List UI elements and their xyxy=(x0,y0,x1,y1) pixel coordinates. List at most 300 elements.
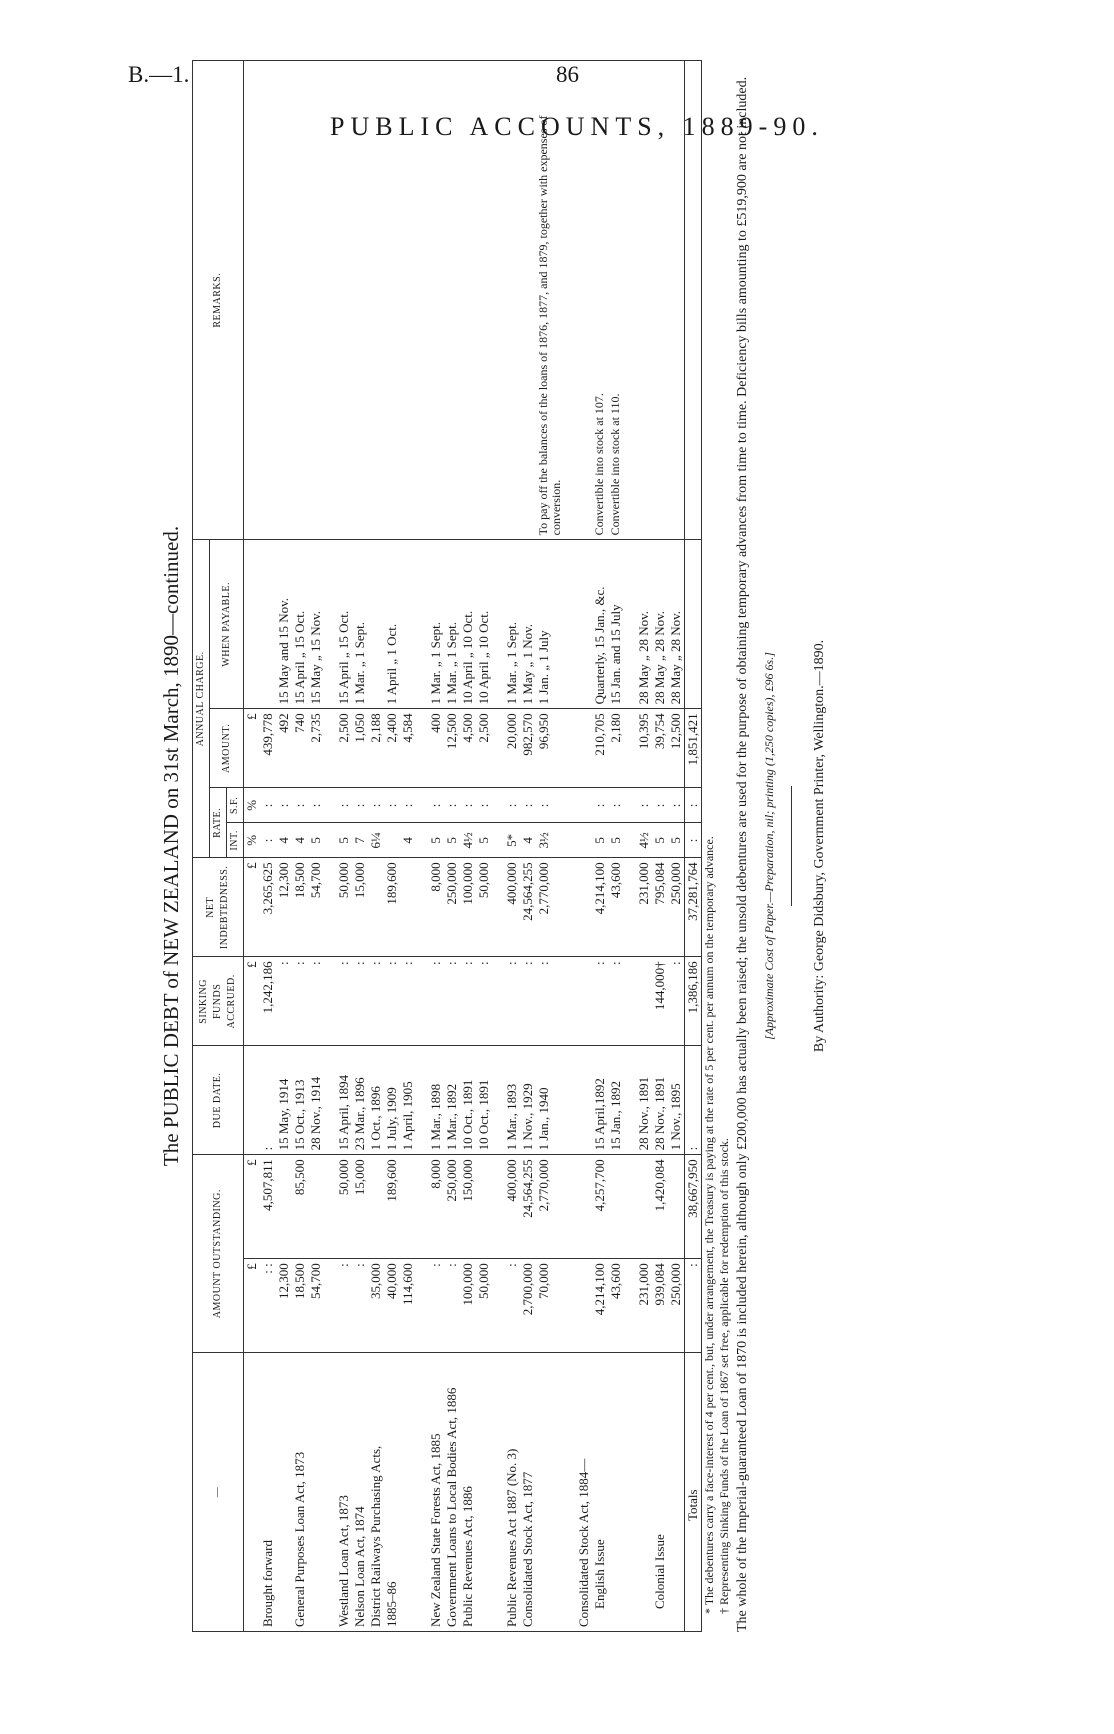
cell-name: English Issue xyxy=(592,1353,608,1632)
col-sf: S.F. xyxy=(227,788,244,823)
cell-due: 1 Mar., 1898 xyxy=(428,1046,444,1155)
cell-net: 795,084 xyxy=(652,858,668,957)
cell-sink: : xyxy=(368,957,384,1046)
cell-rem xyxy=(428,61,444,540)
cell-net: 4,214,100 xyxy=(592,858,608,957)
table-row xyxy=(476,61,492,1632)
cell-sink: : xyxy=(668,957,685,1046)
cell-a2 xyxy=(576,1155,592,1259)
cell-net: 189,600 xyxy=(384,858,400,957)
cell-when: 15 April „ 15 Oct. xyxy=(292,540,308,709)
cell-name xyxy=(308,1353,324,1632)
cell-when: Quarterly, 15 Jan., &c. xyxy=(592,540,608,709)
cell-a1: 18,500 xyxy=(292,1259,308,1353)
cell-when: 28 May „ 28 Nov. xyxy=(636,540,652,709)
cell-due: 1 April, 1905 xyxy=(400,1046,416,1155)
cell-net: 100,000 xyxy=(460,858,476,957)
cell-sf: : xyxy=(668,788,685,823)
cell-a1: 250,000 xyxy=(668,1259,685,1353)
cell-due: 10 Oct., 1891 xyxy=(460,1046,476,1155)
cell-a1: 4,214,100 xyxy=(592,1259,608,1353)
cell-name: Brought forward xyxy=(260,1353,276,1632)
cell-sink: : xyxy=(336,957,352,1046)
cell-amt: 2,400 xyxy=(384,709,400,788)
cell-amt xyxy=(576,709,592,788)
col-name: — xyxy=(193,1353,244,1632)
cell-rem xyxy=(636,61,652,540)
table-row xyxy=(504,61,520,1632)
cell-name xyxy=(668,1353,685,1632)
cell-net: 2,770,000 xyxy=(536,858,564,957)
cell-when: 1 Jan. „ 1 July xyxy=(536,540,564,709)
cell-int: 5 xyxy=(444,823,460,858)
cell-int: 3½ xyxy=(536,823,564,858)
cell-sink: : xyxy=(276,957,292,1046)
cell-when: 10 April „ 10 Oct. xyxy=(460,540,476,709)
cell-sink: : xyxy=(352,957,368,1046)
cell-sf: : xyxy=(504,788,520,823)
table-row xyxy=(460,61,476,1632)
cell-rem xyxy=(400,61,416,540)
cell-name xyxy=(476,1353,492,1632)
cell-due: 10 Oct., 1891 xyxy=(476,1046,492,1155)
cell-a1: 70,000 xyxy=(536,1259,564,1353)
cost-of-paper: [Approximate Cost of Paper.—Preparation, nil; printing (1,250 copies), £96 6s.] xyxy=(762,652,776,1040)
row-spacer xyxy=(564,61,576,1632)
cell-rem xyxy=(308,61,324,540)
cell-int: 4 xyxy=(400,823,416,858)
cell-when: 15 May „ 15 Nov. xyxy=(308,540,324,709)
cell-a2: 8,000 xyxy=(428,1155,444,1259)
cell-a2: 50,000 xyxy=(336,1155,352,1259)
cell-amt: 2,735 xyxy=(308,709,324,788)
table-row xyxy=(400,61,416,1632)
cell-sf: : xyxy=(292,788,308,823)
cell-sf: : xyxy=(400,788,416,823)
table-row xyxy=(368,61,384,1632)
cell-due: 15 April,1892 xyxy=(592,1046,608,1155)
cell-a1: 40,000 xyxy=(384,1259,400,1353)
cell-a2: 1,420,084 xyxy=(652,1155,668,1259)
document-reference: B.—1. xyxy=(128,62,190,87)
table-body xyxy=(244,61,702,1632)
cell-sink: : xyxy=(536,957,564,1046)
cell-rem xyxy=(668,61,685,540)
col-when-payable: WHEN PAYABLE. xyxy=(210,540,244,709)
cell-net: 250,000 xyxy=(444,858,460,957)
cell-rem: Convertible into stock at 110. xyxy=(608,61,624,540)
cell-net: 18,500 xyxy=(292,858,308,957)
cell-sink: : xyxy=(400,957,416,1046)
cell-sf: : xyxy=(592,788,608,823)
footnote-note: The whole of the Imperial-guaranteed Loan of 1870 is included herein, although only £200,000 has actually been raised; the unsold debentures are used for the purpose of obtaining temporary advances from time to time. Deficiency bills amounting to £519,900 are not included. xyxy=(735,76,750,1632)
col-outstanding: AMOUNT OUTSTANDING. xyxy=(193,1155,244,1353)
cell-sf: : xyxy=(460,788,476,823)
cell-when: 1 May „ 1 Nov. xyxy=(520,540,536,709)
cell-sf: : xyxy=(428,788,444,823)
cell-sf: : xyxy=(276,788,292,823)
row-spacer xyxy=(324,61,336,1632)
cell-when: 1 Mar. „ 1 Sept. xyxy=(504,540,520,709)
cell-name: Westland Loan Act, 1873 xyxy=(336,1353,352,1632)
cell-a1: 54,700 xyxy=(308,1259,324,1353)
cell-a2 xyxy=(400,1155,416,1259)
cell-when xyxy=(576,540,592,709)
cell-rem xyxy=(260,61,276,540)
cell-rem xyxy=(368,61,384,540)
cell-a1: : xyxy=(444,1259,460,1353)
table-row xyxy=(608,61,624,1632)
page-title: PUBLIC ACCOUNTS, 1889-90. xyxy=(330,112,824,141)
cell-a2 xyxy=(608,1155,624,1259)
cell-rem xyxy=(576,61,592,540)
cell-amt: 2,180 xyxy=(608,709,624,788)
rotated-table-page xyxy=(150,60,890,1632)
cell-due: 15 Oct., 1913 xyxy=(292,1046,308,1155)
cell-due: : xyxy=(260,1046,276,1155)
cell-when: 15 Jan. and 15 July xyxy=(608,540,624,709)
cell-rem xyxy=(336,61,352,540)
table-row xyxy=(352,61,368,1632)
cell-int: 5 xyxy=(608,823,624,858)
cell-a2 xyxy=(476,1155,492,1259)
cell-net: 50,000 xyxy=(336,858,352,957)
cell-due: 15 May, 1914 xyxy=(276,1046,292,1155)
cell-rem xyxy=(444,61,460,540)
cell-a1: 100,000 xyxy=(460,1259,476,1353)
cell-rem xyxy=(460,61,476,540)
cell-int xyxy=(384,823,400,858)
cell-sf: : xyxy=(608,788,624,823)
totals-due: : xyxy=(685,1046,702,1155)
col-annual-charge: ANNUAL CHARGE. xyxy=(193,540,210,858)
cell-due: 28 Nov., 1914 xyxy=(308,1046,324,1155)
cell-name: 1885–86 xyxy=(384,1353,400,1632)
row-spacer xyxy=(624,61,636,1632)
cell-name: Consolidated Stock Act, 1884— xyxy=(576,1353,592,1632)
printer-authority: By Authority: George Didsbury, Government Printer, Wellington.—1890. xyxy=(812,639,827,1053)
totals-sink: 1,386,186 xyxy=(685,957,702,1046)
cell-a1: : xyxy=(428,1259,444,1353)
cell-int: 4 xyxy=(276,823,292,858)
cell-when: 1 Mar. „ 1 Sept. xyxy=(444,540,460,709)
cell-a1: : xyxy=(352,1259,368,1353)
cell-amt: 400 xyxy=(428,709,444,788)
cell-name: Public Revenues Act 1887 (No. 3) xyxy=(504,1353,520,1632)
cell-due: 1 Mar., 1892 xyxy=(444,1046,460,1155)
cell-sf: : xyxy=(384,788,400,823)
totals-row xyxy=(685,61,702,1632)
cell-sink: : xyxy=(592,957,608,1046)
cell-amt: 2,500 xyxy=(476,709,492,788)
cell-net xyxy=(400,858,416,957)
cell-int: 5 xyxy=(428,823,444,858)
cell-sink: : xyxy=(460,957,476,1046)
cell-name xyxy=(400,1353,416,1632)
cell-a2 xyxy=(276,1155,292,1259)
cell-a1 xyxy=(576,1259,592,1353)
cell-a2: 2,770,000 xyxy=(536,1155,564,1259)
cell-a1: : : xyxy=(260,1259,276,1353)
cell-a2: 15,000 xyxy=(352,1155,368,1259)
cell-amt: 2,500 xyxy=(336,709,352,788)
units-row: £ £ £ £ % % £ xyxy=(244,61,261,1632)
col-sinking-funds: SINKING FUNDS ACCRUED. xyxy=(193,957,244,1046)
cell-rem xyxy=(292,61,308,540)
cell-amt: 740 xyxy=(292,709,308,788)
cell-sink: : xyxy=(428,957,444,1046)
cell-net: 54,700 xyxy=(308,858,324,957)
table-row xyxy=(336,61,352,1632)
cell-sink: : xyxy=(520,957,536,1046)
cell-int: 4½ xyxy=(636,823,652,858)
cell-sf xyxy=(576,788,592,823)
cell-net: 15,000 xyxy=(352,858,368,957)
cell-when: 15 April „ 15 Oct. xyxy=(336,540,352,709)
cell-amt: 210,705 xyxy=(592,709,608,788)
cell-when: 28 May „ 28 Nov. xyxy=(652,540,668,709)
cell-rem xyxy=(504,61,520,540)
cell-amt: 12,500 xyxy=(668,709,685,788)
cell-sink: : xyxy=(476,957,492,1046)
cell-rem xyxy=(520,61,536,540)
cell-sf: : xyxy=(536,788,564,823)
table-row xyxy=(668,61,685,1632)
totals-a1: : xyxy=(685,1259,702,1353)
col-net-indebtedness: NET INDEBTEDNESS. xyxy=(193,858,244,957)
footnote-star: * The debentures carry a face-interest of 4 per cent., but, under arrangement, the Treasury is paying at the rate of 5 per cent. per annum on the temporary advance. xyxy=(702,836,716,1614)
cell-net: 24,564,255 xyxy=(520,858,536,957)
cell-rem: Convertible into stock at 107. xyxy=(592,61,608,540)
cell-int xyxy=(576,823,592,858)
cell-sf: : xyxy=(260,788,276,823)
cell-when xyxy=(368,540,384,709)
cell-sink: : xyxy=(608,957,624,1046)
totals-net: 37,281,764 xyxy=(685,858,702,957)
cell-sf: : xyxy=(520,788,536,823)
cell-a2: 150,000 xyxy=(460,1155,476,1259)
cell-name xyxy=(608,1353,624,1632)
cell-a2: 4,257,700 xyxy=(592,1155,608,1259)
table-row xyxy=(536,61,564,1632)
cell-net: 43,600 xyxy=(608,858,624,957)
cell-net: 400,000 xyxy=(504,858,520,957)
cell-due: 1 Nov., 1929 xyxy=(520,1046,536,1155)
cell-due: 28 Nov., 1891 xyxy=(652,1046,668,1155)
cell-when: 28 May „ 28 Nov. xyxy=(668,540,685,709)
cell-int: : xyxy=(260,823,276,858)
cell-int: 4 xyxy=(292,823,308,858)
cell-due xyxy=(576,1046,592,1155)
cell-due: 15 April, 1894 xyxy=(336,1046,352,1155)
cell-rem xyxy=(384,61,400,540)
table-row xyxy=(276,61,292,1632)
cell-a1: 2,700,000 xyxy=(520,1259,536,1353)
cell-sink: 1,242,186 xyxy=(260,957,276,1046)
cell-sf: : xyxy=(636,788,652,823)
cell-sink: : xyxy=(384,957,400,1046)
cell-int: 5 xyxy=(308,823,324,858)
col-rate: RATE. xyxy=(210,788,227,858)
cell-net: 8,000 xyxy=(428,858,444,957)
cell-amt: 20,000 xyxy=(504,709,520,788)
cell-sf: : xyxy=(336,788,352,823)
cell-a2: 400,000 xyxy=(504,1155,520,1259)
cell-a2: 189,600 xyxy=(384,1155,400,1259)
cell-name: District Railways Purchasing Acts, xyxy=(368,1353,384,1632)
cell-a2: 85,500 xyxy=(292,1155,308,1259)
cell-sf: : xyxy=(476,788,492,823)
cell-due: 1 July, 1909 xyxy=(384,1046,400,1155)
cell-net xyxy=(576,858,592,957)
cell-amt: 439,778 xyxy=(260,709,276,788)
cell-sink: 144,000† xyxy=(652,957,668,1046)
cell-int: 5 xyxy=(668,823,685,858)
footnote-dagger: † Representing Sinking Funds of the Loan of 1867 set free, applicable for redemption of this stock. xyxy=(717,1138,731,1614)
totals-rem xyxy=(685,61,702,540)
table-row xyxy=(384,61,400,1632)
cell-amt: 96,950 xyxy=(536,709,564,788)
table-row xyxy=(576,61,592,1632)
cell-due: 1 Nov., 1895 xyxy=(668,1046,685,1155)
cell-due: 23 Mar., 1896 xyxy=(352,1046,368,1155)
cell-rem xyxy=(476,61,492,540)
public-debt-table xyxy=(192,60,702,1632)
totals-int: : xyxy=(685,823,702,858)
cell-sf: : xyxy=(652,788,668,823)
cell-net: 250,000 xyxy=(668,858,685,957)
cell-net: 12,300 xyxy=(276,858,292,957)
cell-a2: 4,507,811 xyxy=(260,1155,276,1259)
col-amount: AMOUNT. xyxy=(210,709,244,788)
cell-amt: 39,754 xyxy=(652,709,668,788)
table-row xyxy=(592,61,608,1632)
totals-name: Totals xyxy=(685,1353,702,1632)
cell-sink xyxy=(636,957,652,1046)
cell-amt: 12,500 xyxy=(444,709,460,788)
cell-name: New Zealand State Forests Act, 1885 xyxy=(428,1353,444,1632)
cell-a1: 50,000 xyxy=(476,1259,492,1353)
cell-rem: To pay off the balances of the loans of 1876, 1877, and 1879, together with expenses of conversion. xyxy=(536,61,564,540)
cell-a2: 24,564,255 xyxy=(520,1155,536,1259)
cell-due: 1 Jan., 1940 xyxy=(536,1046,564,1155)
cell-sf: : xyxy=(368,788,384,823)
table-row xyxy=(636,61,652,1632)
cell-name xyxy=(276,1353,292,1632)
cell-when: 10 April „ 10 Oct. xyxy=(476,540,492,709)
row-spacer xyxy=(492,61,504,1632)
cell-name: Government Loans to Local Bodies Act, 1886 xyxy=(444,1353,460,1632)
cell-rem xyxy=(652,61,668,540)
divider xyxy=(791,786,792,906)
cell-when: 1 April „ 1 Oct. xyxy=(384,540,400,709)
cell-sf: : xyxy=(444,788,460,823)
cell-when: 1 Mar. „ 1 Sept. xyxy=(352,540,368,709)
cell-amt: 2,188 xyxy=(368,709,384,788)
cell-net xyxy=(368,858,384,957)
cell-rem xyxy=(352,61,368,540)
cell-sink xyxy=(576,957,592,1046)
cell-due: 1 Mar., 1893 xyxy=(504,1046,520,1155)
cell-a2 xyxy=(668,1155,685,1259)
cell-when xyxy=(400,540,416,709)
cell-name: Consolidated Stock Act, 1877 xyxy=(520,1353,536,1632)
table-row xyxy=(308,61,324,1632)
cell-amt: 982,570 xyxy=(520,709,536,788)
cell-amt: 4,500 xyxy=(460,709,476,788)
cell-net: 231,000 xyxy=(636,858,652,957)
table-row xyxy=(444,61,460,1632)
cell-amt: 10,395 xyxy=(636,709,652,788)
cell-due: 28 Nov., 1891 xyxy=(636,1046,652,1155)
table-row xyxy=(520,61,536,1632)
cell-int: 5 xyxy=(592,823,608,858)
page-number: 86 xyxy=(556,62,579,87)
totals-sf: : xyxy=(685,788,702,823)
cell-a2: 250,000 xyxy=(444,1155,460,1259)
cell-int: 4 xyxy=(520,823,536,858)
col-due-date: DUE DATE. xyxy=(193,1046,244,1155)
cell-amt: 1,050 xyxy=(352,709,368,788)
cell-name: Colonial Issue xyxy=(652,1353,668,1632)
cell-a1: 12,300 xyxy=(276,1259,292,1353)
cell-when: 1 Mar. „ 1 Sept. xyxy=(428,540,444,709)
cell-a1: : xyxy=(504,1259,520,1353)
cell-name: General Purposes Loan Act, 1873 xyxy=(292,1353,308,1632)
table-row xyxy=(652,61,668,1632)
cell-a1: 43,600 xyxy=(608,1259,624,1353)
cell-int: 5* xyxy=(504,823,520,858)
cell-int: 5 xyxy=(336,823,352,858)
table-row xyxy=(292,61,308,1632)
table-caption: The PUBLIC DEBT of NEW ZEALAND on 31st March, 1890—continued. xyxy=(159,525,183,1167)
cell-int: 6¼ xyxy=(368,823,384,858)
totals-amt: 1,851,421 xyxy=(685,709,702,788)
cell-int: 5 xyxy=(652,823,668,858)
cell-amt: 4,584 xyxy=(400,709,416,788)
totals-when xyxy=(685,540,702,709)
row-spacer xyxy=(416,61,428,1632)
totals-a2: 38,667,950 xyxy=(685,1155,702,1259)
cell-name: Public Revenues Act, 1886 xyxy=(460,1353,476,1632)
cell-a1: : xyxy=(336,1259,352,1353)
cell-net: 50,000 xyxy=(476,858,492,957)
cell-due: 1 Oct., 1896 xyxy=(368,1046,384,1155)
cell-when xyxy=(260,540,276,709)
cell-sink: : xyxy=(292,957,308,1046)
table-row xyxy=(428,61,444,1632)
cell-sink: : xyxy=(504,957,520,1046)
col-int: INT. xyxy=(227,823,244,858)
cell-a1: 939,084 xyxy=(652,1259,668,1353)
cell-a1: 231,000 xyxy=(636,1259,652,1353)
col-remarks: REMARKS. xyxy=(193,61,244,540)
cell-when: 15 May and 15 Nov. xyxy=(276,540,292,709)
cell-sink: : xyxy=(308,957,324,1046)
cell-rem xyxy=(276,61,292,540)
cell-due: 15 Jan., 1892 xyxy=(608,1046,624,1155)
cell-a2 xyxy=(636,1155,652,1259)
cell-name xyxy=(536,1353,564,1632)
cell-amt: 492 xyxy=(276,709,292,788)
cell-int: 5 xyxy=(476,823,492,858)
cell-sf: : xyxy=(352,788,368,823)
cell-a2 xyxy=(368,1155,384,1259)
cell-a2 xyxy=(308,1155,324,1259)
cell-sf: : xyxy=(308,788,324,823)
table-row xyxy=(260,61,276,1632)
cell-int: 4½ xyxy=(460,823,476,858)
